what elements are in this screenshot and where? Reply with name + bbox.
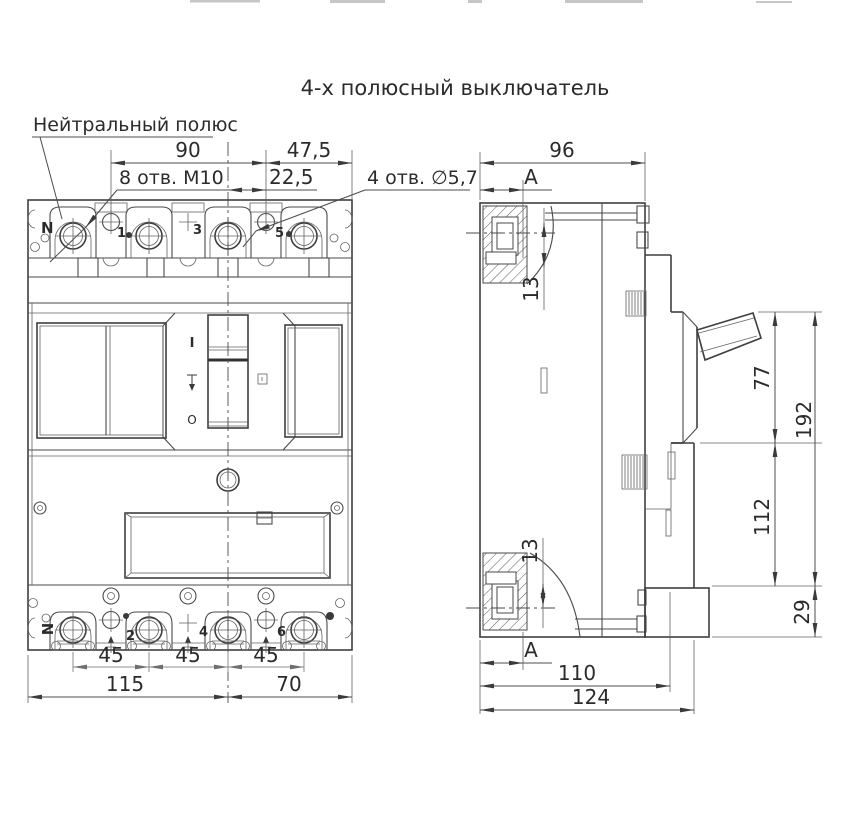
dim-45-row <box>73 643 304 672</box>
reset-symbol <box>258 374 267 384</box>
side-view <box>466 203 761 637</box>
cover-slots <box>541 368 675 536</box>
pole-label-5: 5 <box>275 226 285 241</box>
pole-label-n-bottom: N <box>39 622 57 636</box>
dim-47-5-value: 47,5 <box>286 138 332 162</box>
handle-on-label: I <box>189 336 195 351</box>
pole-label-2: 2 <box>126 629 136 644</box>
dim-45-2: 45 <box>175 643 201 667</box>
vent-grilles <box>622 291 647 489</box>
dim-13-bottom-value: 13 <box>518 538 542 564</box>
section-cut-bottom <box>466 553 580 637</box>
pole-label-3: 3 <box>193 223 203 238</box>
dim-96-value: 96 <box>549 138 575 162</box>
neutral-pole-label: Нейтральный полюс <box>33 114 238 136</box>
dim-110-value: 110 <box>557 661 597 685</box>
dim-192-value: 192 <box>792 400 816 440</box>
left-window <box>37 323 166 438</box>
m10-holes-label: 8 отв. М10 <box>119 167 224 189</box>
d57-holes-label: 4 отв. ∅5,7 <box>367 167 478 189</box>
top-edge-tabs <box>95 203 282 212</box>
dim-22-5 <box>228 165 317 190</box>
top-terminal-housings <box>50 207 327 258</box>
handle-off-label: O <box>187 413 197 427</box>
dim-29-value: 29 <box>790 599 814 625</box>
dim-192 <box>792 312 816 586</box>
dim-47-5 <box>266 138 352 163</box>
dim-70-value: 70 <box>276 672 302 696</box>
trip-symbol <box>187 375 197 391</box>
section-label-top: А <box>524 165 538 189</box>
strip-notches <box>78 258 329 277</box>
dim-right-extensions <box>700 312 822 637</box>
side-dimensions <box>480 138 822 714</box>
cropped-text-artifacts <box>190 0 792 3</box>
dim-112 <box>750 443 775 586</box>
dim-96 <box>480 138 645 201</box>
section-label-bottom: А <box>524 638 538 662</box>
rating-label-plate <box>125 512 330 578</box>
dim-124-value: 124 <box>571 685 611 709</box>
dim-115-value: 115 <box>105 672 145 696</box>
front-view <box>28 142 352 703</box>
dim-77 <box>750 312 775 443</box>
pole-label-4: 4 <box>199 625 209 640</box>
dim-45-3: 45 <box>253 643 279 667</box>
lower-terminal-block <box>645 588 709 637</box>
dim-112-value: 112 <box>750 497 774 537</box>
pole-label-1: 1 <box>117 226 127 241</box>
right-window <box>285 325 342 437</box>
dim-90-value: 90 <box>175 138 201 162</box>
side-handle <box>697 313 761 360</box>
pole-label-6: 6 <box>277 625 287 640</box>
bottom-ring-holes <box>103 588 274 604</box>
top-connection-bar <box>545 206 649 248</box>
front-dimensions <box>28 114 478 703</box>
dim-13-top-value: 13 <box>519 276 543 302</box>
drawing-title: 4-х полюсный выключатель <box>300 76 610 100</box>
pole-label-n-top: N <box>41 219 54 237</box>
dim-29 <box>790 586 815 637</box>
handle-recess-frame <box>163 313 295 450</box>
dim-45-1: 45 <box>98 643 124 667</box>
dim-22-5-value: 22,5 <box>269 165 314 189</box>
side-cover <box>645 255 697 588</box>
dim-77-value: 77 <box>750 365 774 391</box>
bottom-connection-bar <box>575 590 646 632</box>
